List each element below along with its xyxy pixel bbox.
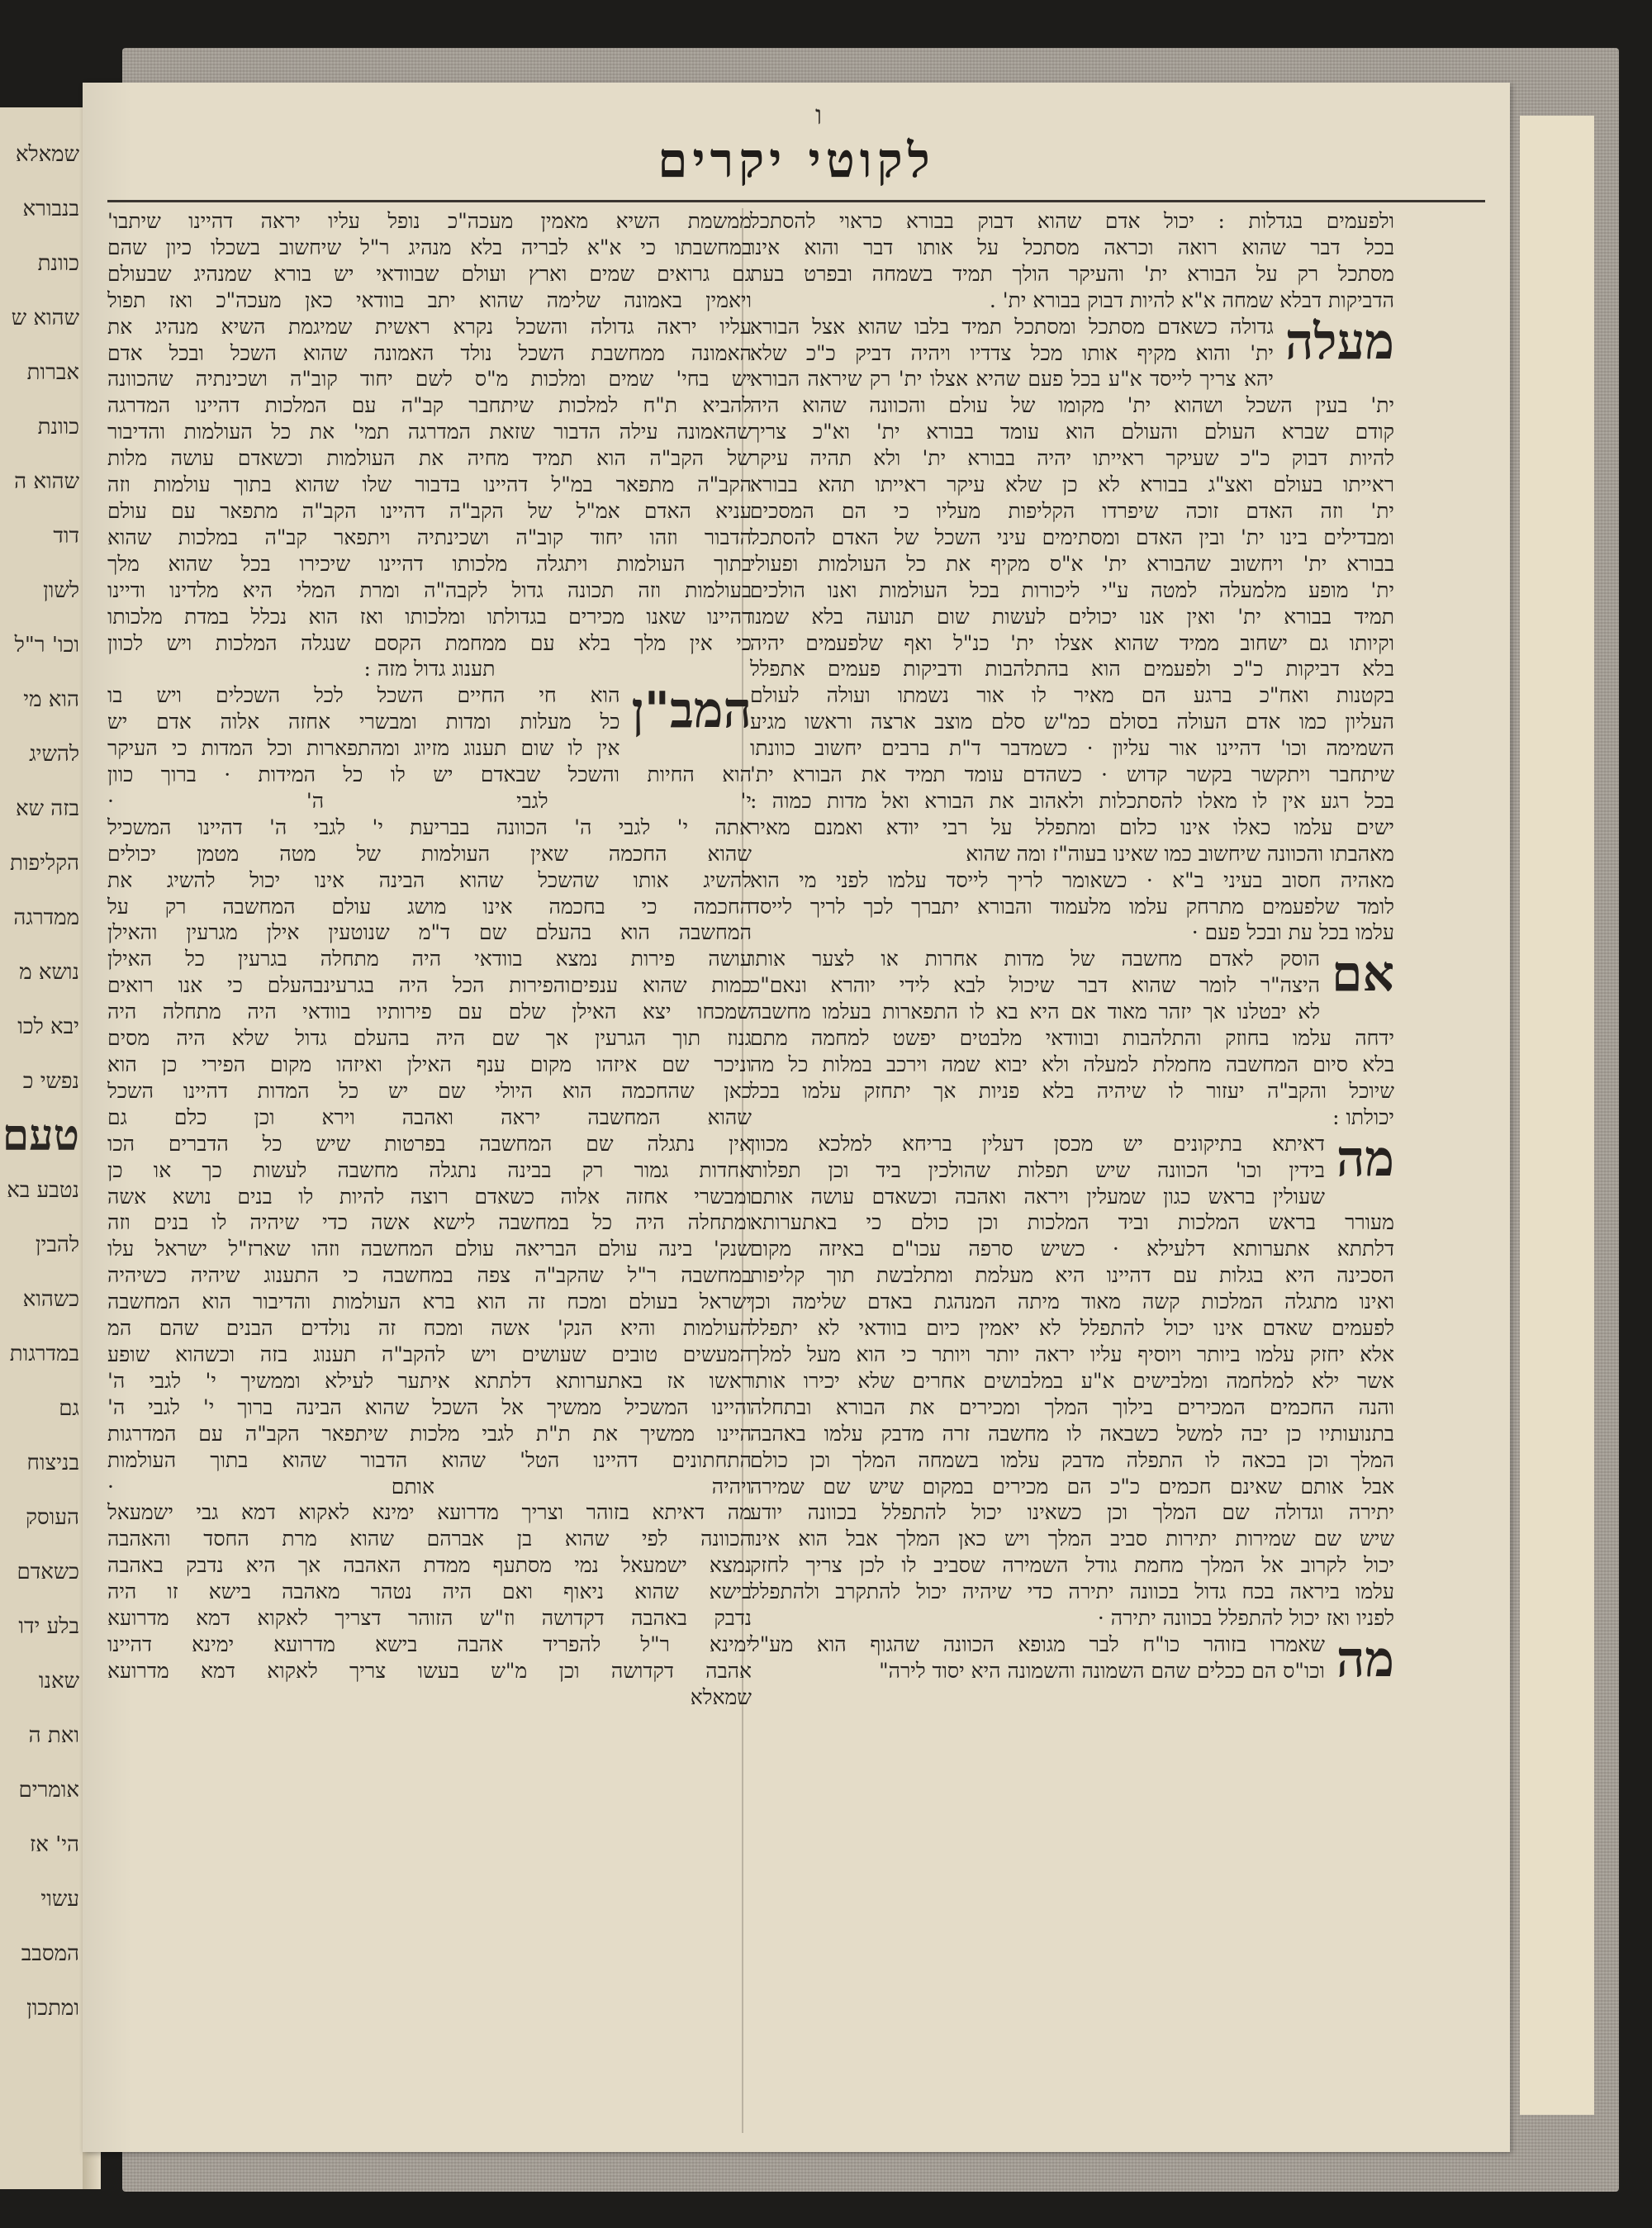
header-rule [107, 200, 1485, 202]
page-fragment: העוסק [25, 1505, 79, 1530]
text-line: הדביקות דבלא שמחה א"א להיות דבוק בבורא ית' . [989, 287, 1394, 312]
text-line: מעורר בראש המלכות וביד המלכות וכן כולם כי באתערותא [750, 1210, 1394, 1235]
page-fragment: אברות [26, 360, 79, 385]
text-line: עלמו ביראה בכח גדול בכוונה יתירה כדי שיהיה יכול להתקרב ולהתפלל [750, 1580, 1394, 1604]
text-line: גם גרואים שמים וארץ ועולם שבוודאי יש בורא שמנהיג שבעולם [107, 261, 752, 286]
text-line: ומבשרי אחזה אלוה כשאדם רוצה להיות לו בנים נושא אשה [107, 1184, 752, 1209]
text-line: ומתחלה היה כל במחשבה לישא אשה כדי שיהיה לו בנים וזה [107, 1210, 752, 1235]
text-line: לפניו ואז יכול להתפלל בכוונה יתירה · [1097, 1606, 1394, 1631]
text-line: התחתונים דהיינו הטל' שהוא הדבור שהוא בתוך העולמות [107, 1447, 752, 1472]
text-line: ימינא ר"ל להפריד אהבה בישא מדרועא ימינא דהיינו [107, 1632, 752, 1656]
text-line: ידחה עלמו בחוזק והתלהבות ובוודאי מלבטים יפשט למחמה מתם [750, 1026, 1394, 1051]
lead-word: מעלה [1284, 313, 1394, 371]
text-line: ית' והוא מקיף אותו מכל צדדיו ויהיה דביק כ"כ שלא [750, 340, 1274, 365]
text-line: ממשמת השיא מאמין מעכה"כ נופל עליו יראה דהיינו שיתבו' [107, 209, 752, 233]
page-fragment: דוד [53, 524, 79, 549]
text-line: בישא שהוא ניאוף ואם היה נטהר מאהבה בישא זו היה [107, 1580, 752, 1604]
running-head: לקוטי יקרים [657, 132, 935, 188]
text-line: המלך וכן בכאה לו התפלה מדבק עלמו בשמחה המלך וכן כולם [750, 1447, 1394, 1472]
text-line: י' לגבי ה' · [107, 788, 752, 813]
text-line: גנוז תוך הגרעין אך שם היה בהעלם גדול שלא היה מסים [107, 1026, 752, 1051]
text-line: מאהבתו והכוונה שיחשוב כמו שאינו בעוה"ז ומה שהוא [966, 841, 1394, 866]
paragraph-middle [750, 867, 1394, 947]
text-line: דהיינו שאנו מכירים בגדולתו ומלכותו ואז הוא נכלל במדת מלכותו [107, 604, 752, 629]
text-line: השמימה וכו' דהיינו אור עליון · כשמדבר ד"ת ברבים יחשוב כוונתו [750, 736, 1394, 761]
paragraph-ma [750, 1131, 1394, 1632]
paragraph-maala [750, 314, 1394, 867]
text-line: כי אין מלך בלא עם ממחמת הקסם שנגלה המלכות ויש לכוון [107, 630, 752, 655]
text-line: ראייתו בעולם ואצ"ג בבורא לא כן שלא עיקר ראייתו תהא בבורא [750, 473, 1394, 497]
page-fragment: נושא מ [19, 960, 79, 985]
text-line: שהוא המחשבה יראה ואהבה וירא וכן כלם גם [107, 1104, 752, 1129]
text-line: אחדות גמור רק בבינה נתגלה מחשבה לעשות כך או כן [107, 1157, 752, 1182]
text-line: והנה החכמים המכירים בילוך המלך ומכירים את הבורא ובתחלה [750, 1394, 1394, 1419]
text-line: עליו יראה גדולה והשכל נקרא ראשית שמיגמת השיא מנהיג את [107, 314, 752, 339]
page-fragment: עשוי [40, 1887, 79, 1912]
text-line: אין נתגלה שם המחשבה בפרטות שיש כל הדברים הכו [107, 1131, 752, 1156]
text-line: שהוא החכמה שאין העולמות של מטה מטמן יכולים [107, 841, 752, 866]
left-column [107, 208, 752, 2133]
text-line: החכמה כי בחכמה אינו מושג עולם המחשבה רק על [107, 894, 752, 919]
text-line: אשר ילא למלחמה ומלבישים א"ע במלבושים אחרים שלא יכירו אותו [750, 1368, 1394, 1393]
text-line: העליון כמו אדם העולה בסולם כמ"ש סלם מוצב ארצה וראשו מגיע [750, 710, 1394, 734]
text-line: במחשבה ר"ל שהקב"ה צפה במחשבה כי התענוג שיהיה כשיהיה [107, 1263, 752, 1288]
text-line: בידין וכו' הכוונה שיש תפלות שהולכין ביד וכן תפלות [750, 1157, 1325, 1182]
text-line: נמצא ישמעאל נמי מסתעף ממדת האהבה אך היא נדבק באהבה [107, 1553, 752, 1578]
text-line: הוא החיות והשכל שבאדם יש לו כל המידות · ברוך כוון [107, 762, 752, 787]
text-line: עלמו בכל עת ובכל פעם · [1191, 920, 1394, 945]
page-fragment: בנבורא [22, 197, 79, 221]
text-line: יש בחי' שמים ומלכות מ"ס לשם יחוד קוב"ה ושכינתיה שהכוונה [107, 367, 752, 392]
page-fragment: להשיג [29, 742, 79, 767]
text-line: שעולין בראש כגון שמעלין ויראה ואהבה וכשאדם עושה אותם [750, 1184, 1325, 1209]
book-page [83, 83, 1510, 2152]
text-line: אין לו שום תענוג מזיוג ומהתפארות וכל המדות כי העיקר [107, 736, 620, 761]
text-line: ראשו אז באתערותא דלתתא איתער לעילא וממשיך י' לגבי ה' [107, 1368, 752, 1393]
page-fragment: נפשי כ [22, 1069, 79, 1094]
text-line: מאהיה חסוב בעיני ב"א · כשאומר לריך לייסד עלמו לפני מי הוא [750, 867, 1394, 892]
page-fragment: יבא לכו [17, 1014, 79, 1039]
lead-word: מה [1336, 1130, 1394, 1188]
text-line: ית' מופע מלמעלה למטה ע"י ליכורות בכל העולמות ואנו הולכים [750, 577, 1394, 602]
paragraph-im [750, 946, 1394, 1130]
text-line: האמונה ממחשבת השכל נולד האמונה שהוא השכל ובכל אדם [107, 340, 752, 365]
text-line: לומד שלפעמים מתרחק עלמו מלעמוד והבורא יתברך לכך לריך לייסד [750, 894, 1394, 919]
page-fragment: הי' אז [29, 1832, 79, 1857]
text-line: הכוונה לפי שהוא בן אברהם שהוא מרת החסד והאהבה [107, 1527, 752, 1551]
text-line: בלא סיום המחשבה מחמלת למעלה ולא יבוא שמה וירכב במלות כל מה [750, 1052, 1394, 1076]
text-line: קודם שברא העולם והעולם הוא עומד בבורא ית' וא"כ צריך [750, 420, 1394, 444]
page-fragment: שאנו [38, 1669, 79, 1694]
text-line: הוא חי החיים השכל לכל השכלים ויש בו [107, 683, 620, 708]
text-line: להיות דבוק כ"כ שעיקר ראייתו יהיה בבורא ית' ולא תהיה עיקר [750, 446, 1394, 471]
page-fragment: במדרגות [9, 1342, 79, 1366]
text-line: בלא דביקות כ"כ ולפעמים הוא בהתלהבות ודביקות פעמים אתפלל [750, 657, 1394, 682]
text-line: הדבור וזהו יחוד קוב"ה ושכינתיה ויתפאר קב"ה במלכות שהוא [107, 525, 752, 549]
centered-line: תענוג גדול מזה : [363, 657, 496, 682]
text-line: בתנועותיו כן יבה למשל כשבאה לו מחשבה זרה מדבק עלמו באהבה [750, 1421, 1394, 1446]
paragraph-hamevin [107, 682, 752, 1710]
text-line: וכו"ס הם ככלים שהם השמונה והשמונה היא יסוד לירה" [879, 1658, 1325, 1683]
lead-word: המב"ן [631, 682, 752, 740]
text-line: להביא ת"ח למלכות שיתחבר קב"ה עם המלכות דהיינו המדרגה [107, 393, 752, 418]
text-line: הקב"ה מתפאר במ"ל דהיינו בדבור שלו שהוא בתוך עולמות וזה [107, 473, 752, 497]
page-fragment: וכו' ר"ל [14, 633, 79, 658]
paragraph-ma-2 [750, 1632, 1394, 1686]
page-fragment: אומרים [18, 1778, 79, 1803]
page-fragment: הוא מי [23, 687, 79, 712]
text-line: כאן שהחכמה הוא היולי שם יש כל המדות דהיינו השכל [107, 1078, 752, 1103]
page-fragment: להבין [35, 1233, 79, 1257]
text-line: לפעמים שאדם אינו יכול להתפלל לא יאמין כיום בוודאי לא יתפלל [750, 1316, 1394, 1341]
text-line: ואינו מתגלה המלכות קשה מאוד מיתה המנהגת באדם שלימה וכן [750, 1290, 1394, 1314]
page-fragment: גם [59, 1396, 79, 1421]
text-line: שמכחו יצא האילן שלם עם פירותיו בוודאי היה מתחלה היה [107, 1000, 752, 1024]
text-line: ית' בעין השכל ושהוא ית' מקומו של עולם והכוונה שהוא היה [750, 393, 1394, 418]
text-line: יהא צריך לייסד א"ע בכל פעם שהיא אצלו ית' רק שיראה הבורא [750, 367, 1274, 392]
text-line: דלתתא אתערותא דלעילא · כשיש סרפה עכו"ם באיזה מקום [750, 1237, 1394, 1261]
text-line: אתה י' לגבי ה' הכוונה בבריעת י' לגבי ה' דהיינו המשכיל [107, 815, 752, 839]
text-line: תמיד בבורא ית' ואין אנו יכולים לעשות שום תנועה בלא שמנו [750, 604, 1394, 629]
text-line: עניא האדם אמ"ל של הקב"ה דהיינו הקב"ה מתפאר עם עולם [107, 498, 752, 523]
adjacent-page [0, 107, 85, 2189]
text-line: להשיג אותו שהשכל שהוא הבינה אינו יכול להשיג את [107, 867, 752, 892]
text-line: והיינו המשכיל ממשיך אל השכל שהוא הבינה ברוך י' לגבי ה' [107, 1394, 752, 1419]
page-fragment: כשאדם [17, 1560, 79, 1584]
text-line: שנק' בינה עולם הבריאה עולם המחשבה וזהו שארז"ל ישראל עלו [107, 1237, 752, 1261]
text-line: יתירה וגדולה שם המלך וכן כשאינו יכול להתפלל בכוונה יודע [750, 1500, 1394, 1525]
page-fragment: נטבע בא [7, 1178, 79, 1203]
text-line: נדבק באהבה דקדושה וז"ש הזוהר דצריך לאקוא דמא מדרועא [107, 1606, 752, 1631]
text-line: בתוך העולמות ויתגלה מלכותו דהיינו שיכירו בכל שהוא מלך [107, 551, 752, 576]
text-line: העולמות והיא הנק' אשה ומכח זה נולדים הבנים שהם המ [107, 1316, 752, 1341]
text-line: גדולה כשאדם מסתכל ומסתכל תמיד בלבו שהוא אצל הבורא [750, 314, 1274, 339]
page-edge [1520, 116, 1594, 2115]
text-line: ית' וזה האדם זוכה שיפרדו הקליפות מעליו כי הם המסכים [750, 498, 1394, 523]
page-fragment: שמאלא [15, 142, 79, 167]
text-line: ישים עלמו כאלו אינו כלום ומתפלל על רבי יודא ואמנם מאיר [750, 815, 1394, 839]
paragraph-top [107, 208, 752, 656]
text-line: של הקב"ה הוא תמיד מחיה את העולמות וכשאדם עושה מלות [107, 446, 752, 471]
text-line: וניכר שם איזהו מקום ענף האילן ואיזהו מקום הפירי כן הוא [107, 1052, 752, 1076]
text-line: ולפעמים בגדלות : יכול אדם שהוא דבוק בבורא כראוי להסתכל [750, 209, 1394, 233]
text-line: כמות שהוא ענפיםוהפירות הכל היה בגרעינבהעלם כי אנו רואים [107, 973, 752, 998]
text-line: ישראל בעולם ומכח זה הוא ברא העולמות והדיבור הוא המחשבה [107, 1290, 752, 1314]
text-line: שהאמונה עילה הדבור שזאת המדרגה תמי' את כל העולמות והדיבור [107, 420, 752, 444]
text-line: היצה"ר לומר שהוא דבר שיכול לבא לידי יוהרא ונאם"כ [750, 973, 1321, 998]
page-fragment: המסבב [21, 1941, 79, 1966]
page-fragment: הקליפות [10, 851, 79, 876]
text-line: היינו ממשיך את ת"ת לגבי מלכות שיתפאר הקב"ה עם המדרגות [107, 1421, 752, 1446]
text-line: בכל דבר שהוא רואה וכראה מסתכל על אותו דבר והוא אינו [750, 235, 1394, 259]
text-line: הוסק לאדם מחשבה של מדות אחרות או לצער אותו [750, 947, 1321, 971]
page-fragment: שהוא ש [11, 306, 79, 330]
text-line: שמאלא [690, 1684, 752, 1709]
page-number: ו [815, 99, 823, 131]
text-line: יכולתו : [1332, 1104, 1394, 1129]
text-line: במחשבתו כי א"א לבריה בלא מנהיג ר"ל שיחשוב בשכלו כיון שהם [107, 235, 752, 259]
text-line: שאמרו בזוהר כו"ח לבר מגופא הכוונה שהגוף הוא מע"ל [750, 1632, 1325, 1656]
text-line: בבורא ית' ויחשוב שהבורא ית' א"ס מקיף את כל העולמות ופעולי [750, 551, 1394, 576]
page-fragment: ואת ה [28, 1723, 79, 1748]
right-column [750, 208, 1394, 2133]
page-fragment: ומתכון [26, 1996, 79, 2021]
page-fragment: בניצוח [26, 1451, 79, 1475]
text-line: מה דאיתא בזוהר וצריך מדרועא ימינא לאקוא דמא גבי ישמעאל [107, 1500, 752, 1525]
text-line: וקיותו גם ישחוב ממיד שהוא אצלו ית' כנ"ל ואף שלפעמים יהיה [750, 630, 1394, 655]
page-fragment: לשון [43, 578, 79, 603]
text-line: שיש שם שמירות יתירות סביב המלך ויש כאן המלך אבל הוא אינו [750, 1527, 1394, 1551]
text-line: ויהיה אותם · [107, 1474, 752, 1499]
text-line: בעולמות וזה תכונה גדול לקבה"ה ומרת המלי היא מלדינו ודיינו [107, 577, 752, 602]
text-line: עושה פירות נמצא בוודאי היה מתחלה בגרעין כל האילן [107, 947, 752, 971]
page-fragment: כוונת [37, 251, 79, 276]
lead-word: מה [1336, 1631, 1394, 1686]
text-line: יכול לקרוב אל המלך מחמת גודל השמירה שסביב לו לכן צריך לחזק [750, 1553, 1394, 1578]
page-fragment: בלע ידו [18, 1614, 79, 1639]
text-line: המעשים טובים שעושים ויש להקב"ה תענוג בזה וכשהוא שופע [107, 1342, 752, 1366]
text-line: שיתחבר ויתקשר בקשר קדוש · כשהדם עומד תמיד את הבורא ית' [750, 762, 1394, 787]
text-line: הסכינה היא בגלות עם דהיינו היא מעלמת ומתלבשת תוך קליפות [750, 1263, 1394, 1288]
lead-word: אם [1332, 946, 1394, 1004]
page-fragment: כשהוא [22, 1287, 79, 1312]
text-line: לא יבטלנו אך יזהר מאוד אם היא בא לו התפארות בעלמו מחשבה [750, 1000, 1321, 1024]
text-line: בקטנות ואח"כ ברגע הם מאיר לו אור נשמתו ועולה לעולם [750, 683, 1394, 708]
page-fragment: ממדרגה [13, 905, 79, 930]
text-line: אבל אותם שאינם חכמים כ"כ הם מכירים במקום שיש שם שמירה [750, 1474, 1394, 1499]
text-line: שיוכל והקב"ה יעזור לו שיהיה בלא פניות אך יתחזק עלמו בכל [750, 1078, 1394, 1103]
page-fragment: כוונת [37, 415, 79, 439]
text-line: אלא יחזק עלמו ביותר ויוסיף עליו יראה יותר ויותר כי הוא מעל למלך [750, 1342, 1394, 1366]
page-fragment: טעם [2, 1110, 79, 1161]
text-line: המחשבה הוא בהעלם שם ד"מ שנוטעין אילן מגרעין והאילן [107, 920, 752, 945]
text-line: כל מעלות ומדות ומבשרי אחזה אלוה אדם יש [107, 710, 620, 734]
text-line: בכל רגע אין לו מאלו להסתכלות ולאהוב את הבורא ואל מדות כמוה : [750, 788, 1394, 813]
page-fragment: בזה שא [15, 796, 79, 821]
page-fragment: שהוא ה [14, 469, 79, 494]
text-line: ומבדילים בינו ית' ובין האדם ומסתימים עיני השכל של האדם להסתכל [750, 525, 1394, 549]
text-line: ויאמין באמונה שלימה שהוא יתב בוודאי כאן מעכה"כ ואז תפול [107, 287, 752, 312]
text-line: אהבה דקדושה וכן מ"ש בעשו צריך לאקוא דמא מדרועא [107, 1658, 752, 1683]
paragraph-intro [750, 208, 1394, 314]
text-line: מסתכל רק על הבורא ית' והעיקר הולך תמיד בשמחה ובפרט בעת [750, 261, 1394, 286]
text-line: דאיתא בתיקונים יש מכסן דעלין בריחא למלכא מכוון [750, 1131, 1325, 1156]
